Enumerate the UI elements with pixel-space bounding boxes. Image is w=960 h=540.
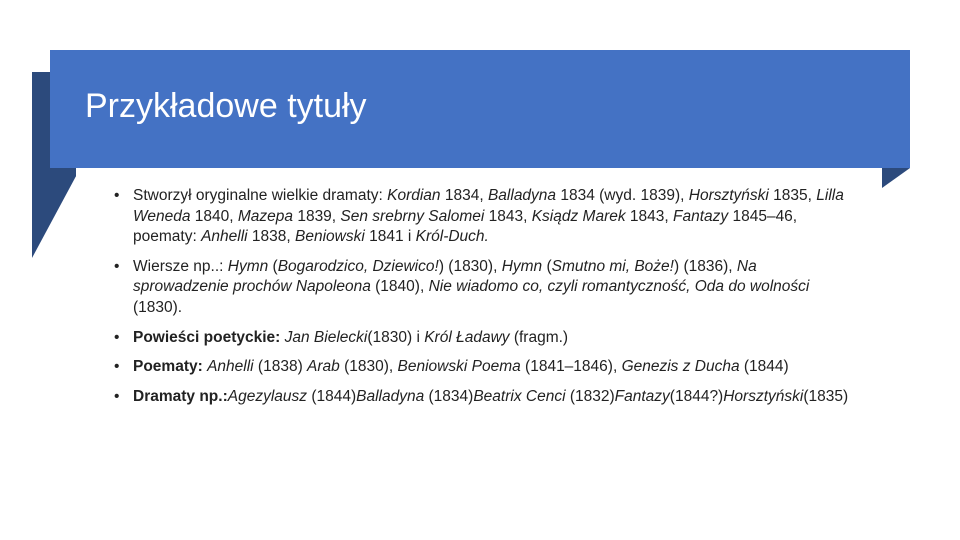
text: ) (1830), — [438, 257, 502, 275]
title-italic: Hymn — [227, 257, 269, 275]
title-italic: Fantazy — [673, 207, 729, 225]
bullet-dramaty — [114, 387, 854, 408]
text: 1840, — [190, 207, 238, 225]
title-italic: Anhelli — [201, 228, 248, 246]
title-italic: Fantazy — [614, 387, 670, 405]
text: Wiersze np..: — [133, 257, 228, 275]
title-italic: Mazepa — [237, 207, 294, 225]
title-italic: Król Ładawy — [424, 328, 510, 346]
text: (fragm.) — [509, 328, 569, 346]
text: ) (1836), — [673, 257, 737, 275]
text: (1832) — [565, 387, 615, 405]
label-bold: Powieści poetyckie: — [133, 328, 281, 346]
title-italic: Genezis z Ducha — [621, 358, 740, 376]
title-italic: Hymn — [501, 257, 543, 275]
bullet-dramaty-wielkie — [114, 186, 854, 248]
text: (1834) — [424, 387, 474, 405]
slide-title: Przykładowe tytuły — [85, 87, 367, 125]
bullet-marker: • — [114, 257, 120, 275]
bullet-marker: • — [114, 187, 120, 204]
title-italic: Beatrix Cenci — [473, 387, 566, 405]
title-italic: Sen srebrny Salomei — [340, 207, 485, 225]
title-italic: Horsztyński — [688, 187, 769, 204]
text: (1844) — [739, 358, 789, 376]
title-italic: Bogarodzico, Dziewico! — [277, 257, 439, 275]
bullet-marker: • — [114, 387, 120, 405]
text: (1841–1846), — [520, 358, 622, 376]
title-italic: Kordian — [387, 187, 441, 204]
title-italic: Beniowski Poema — [397, 358, 521, 376]
bullet-wiersze — [114, 257, 854, 319]
text: 1838, — [247, 228, 295, 246]
text: 1843, — [484, 207, 532, 225]
text: (1830). — [133, 299, 183, 317]
bullet-poematy — [114, 357, 854, 378]
title-italic: Anhelli — [207, 358, 254, 376]
text: (1840), — [370, 278, 429, 296]
text: 1835, — [768, 187, 817, 204]
bullet-marker: • — [114, 328, 120, 346]
title-italic: Agezylausz — [227, 387, 308, 405]
label-bold: Dramaty np.: — [133, 387, 228, 405]
title-italic: Na sprowadzenie prochów Napoleona — [133, 257, 757, 296]
title-italic: Lilla Weneda — [133, 187, 844, 225]
title-italic: Balladyna — [487, 187, 557, 204]
decorative-fold-right — [882, 168, 910, 188]
bullet-powiesci-poetyckie — [114, 328, 854, 349]
title-italic: Król-Duch. — [415, 228, 489, 246]
text: 1839, — [293, 207, 341, 225]
text: 1845–46, poematy: — [133, 207, 798, 246]
bullet-marker: • — [114, 358, 120, 376]
text: (1844?) — [669, 387, 724, 405]
title-italic: Balladyna — [356, 387, 425, 405]
label-bold: Poematy: — [133, 358, 203, 376]
title-italic: Arab — [307, 358, 340, 376]
title-italic: Smutno mi, Boże! — [551, 257, 674, 275]
text: (1844) — [307, 387, 357, 405]
text: (1838) — [253, 358, 308, 376]
text: 1834 (wyd. 1839), — [556, 187, 689, 204]
text: (1830), — [339, 358, 398, 376]
text: 1834, — [440, 187, 488, 204]
title-italic: Horsztyński — [723, 387, 804, 405]
title-italic: Nie wiadomo co, czyli romantyczność, Oda do wolności — [428, 278, 810, 296]
title-italic: Jan Bielecki — [284, 328, 368, 346]
text: 1841 i — [364, 228, 416, 246]
slide-body — [114, 186, 854, 416]
text: 1843, — [625, 207, 674, 225]
text: (1830) i — [367, 328, 425, 346]
title-italic: Ksiądz Marek — [531, 207, 626, 225]
text: ( — [268, 257, 278, 275]
title-italic: Beniowski — [295, 228, 365, 246]
text: ( — [542, 257, 552, 275]
text: (1835) — [803, 387, 849, 405]
text: Stworzył oryginalne wielkie dramaty: — [133, 187, 388, 204]
